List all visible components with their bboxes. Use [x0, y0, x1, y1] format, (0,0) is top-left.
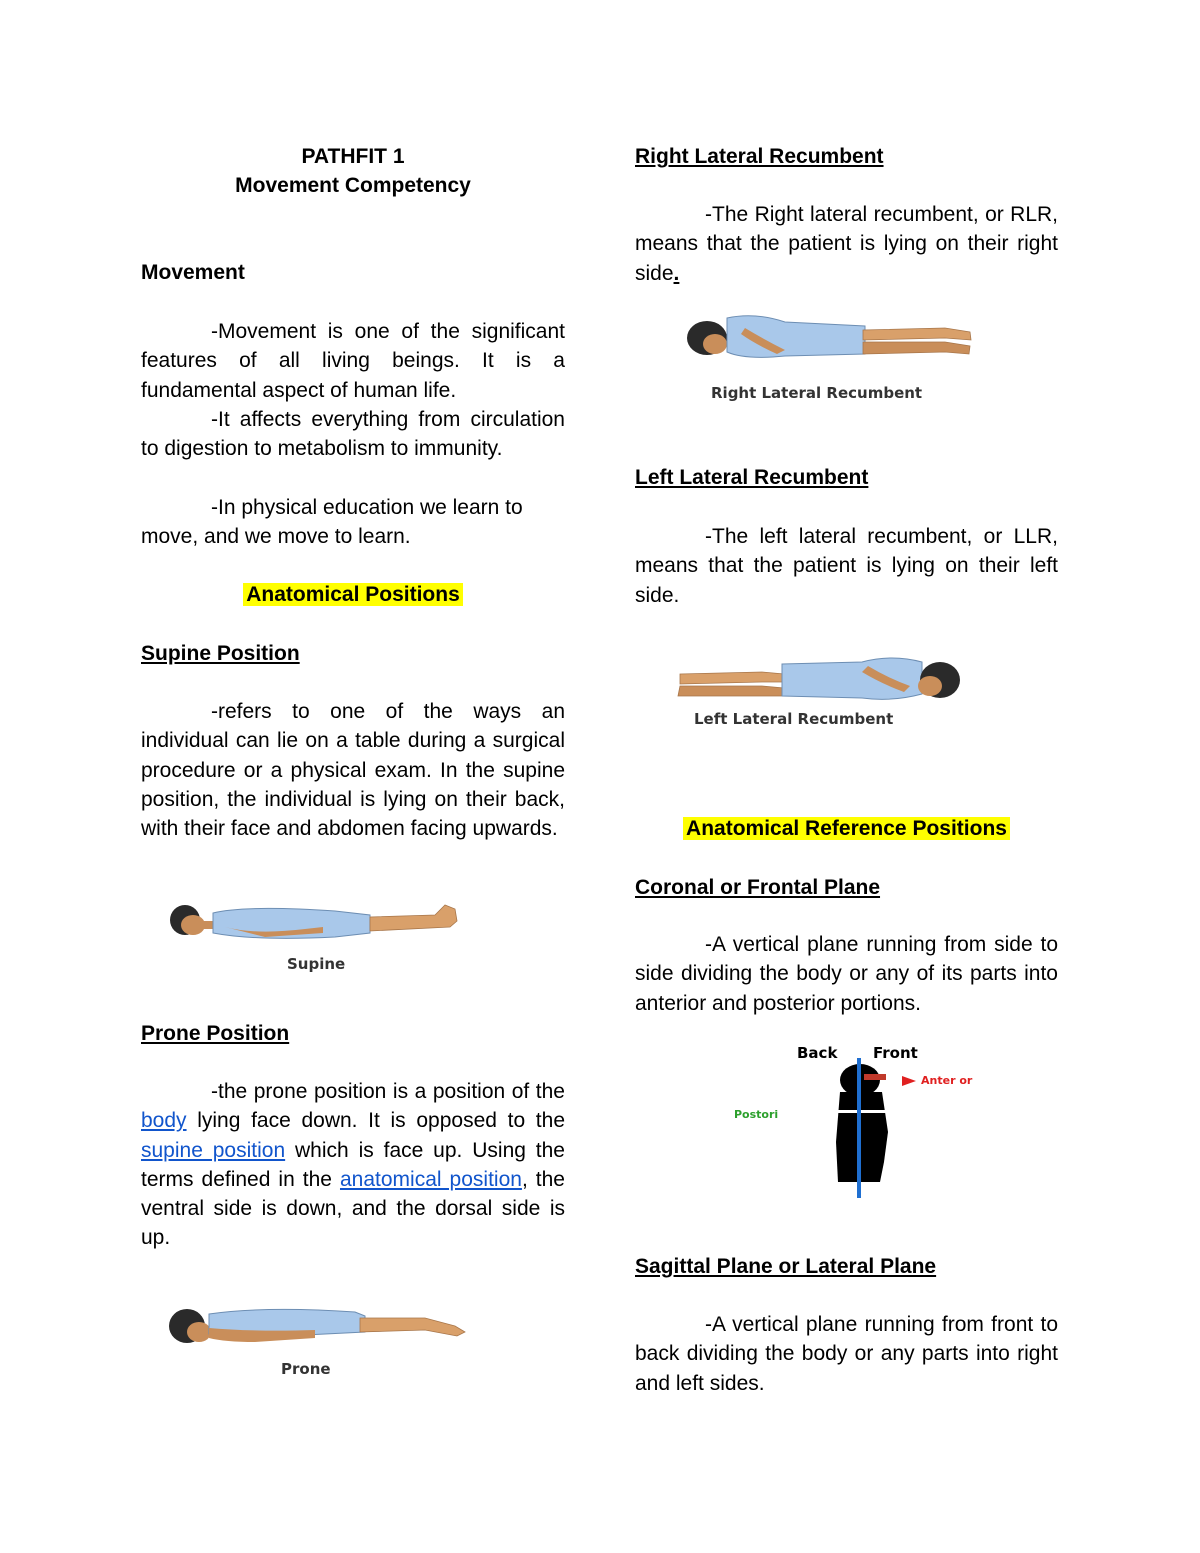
- anatomical-position-link[interactable]: anatomical position: [339, 1167, 522, 1191]
- rlr-figure: [685, 310, 985, 405]
- anterior-label: Anter or: [921, 1074, 973, 1087]
- movement-paragraph-2: -It affects everything from circulation to digestion to metabolism to immunity.: [141, 408, 565, 461]
- back-label: Back: [797, 1044, 838, 1062]
- prone-text-3: which is face up. Using the terms defined in the: [141, 1138, 565, 1191]
- movement-heading: Movement: [141, 261, 245, 284]
- rlr-heading: Right Lateral Recumbent: [635, 145, 884, 168]
- supine-body-illustration: [165, 895, 465, 950]
- coronal-figure: [730, 1042, 1000, 1197]
- supine-caption: Supine: [287, 955, 346, 973]
- movement-paragraph-1: -Movement is one of the significant features of all living beings. It is a fundamental aspect of human life.: [141, 320, 565, 402]
- llr-paragraph: -The left lateral recumbent, or LLR, means that the patient is lying on their left side.: [635, 525, 1058, 607]
- reference-positions-heading: Anatomical Reference Positions: [683, 817, 1010, 840]
- supine-figure: [165, 895, 465, 980]
- page-subtitle: Movement Competency: [235, 174, 471, 197]
- llr-figure: [672, 650, 972, 735]
- prone-figure: [165, 1302, 475, 1382]
- rlr-caption: Right Lateral Recumbent: [711, 384, 923, 402]
- rlr-paragraph: [635, 200, 1058, 288]
- movement-paragraph-3: -In physical education we learn to move, and we move to learn.: [141, 496, 523, 549]
- prone-body-illustration: [165, 1302, 475, 1352]
- llr-caption: Left Lateral Recumbent: [694, 710, 894, 728]
- supine-position-link[interactable]: supine position: [141, 1138, 286, 1162]
- supine-paragraph: -refers to one of the ways an individual can lie on a table during a surgical procedure or a physical exam. In the supine position, the individual is lying on their back, with their face and abdomen facing upwards.: [141, 700, 565, 841]
- sagittal-paragraph: -A vertical plane running from front to back dividing the body or any parts into right and left sides.: [635, 1313, 1058, 1395]
- prone-heading: Prone Position: [141, 1022, 290, 1045]
- rlr-dot: .: [673, 261, 680, 285]
- reference-positions-banner: [635, 814, 1058, 843]
- prone-text-1: -the prone position is a position of the: [211, 1080, 565, 1103]
- torso-silhouette-illustration: [830, 1062, 900, 1197]
- rlr-text: -The Right lateral recumbent, or RLR, means that the patient is lying on their right side: [635, 203, 1058, 285]
- anatomical-positions-banner: [141, 580, 565, 609]
- coronal-paragraph: -A vertical plane running from side to side dividing the body or any of its parts into anterior and posterior portions.: [635, 933, 1058, 1015]
- prone-text-2: lying face down. It is opposed to the: [186, 1109, 565, 1133]
- coronal-heading: Coronal or Frontal Plane: [635, 876, 881, 899]
- prone-paragraph: [141, 1077, 565, 1253]
- rlr-body-illustration: [685, 310, 975, 365]
- posterior-label: Postori: [734, 1108, 779, 1121]
- llr-heading: Left Lateral Recumbent: [635, 466, 869, 489]
- prone-text-4: , the ventral side is down, and the dorsal side is up.: [141, 1167, 565, 1250]
- sagittal-heading: Sagittal Plane or Lateral Plane: [635, 1255, 937, 1278]
- prone-caption: Prone: [281, 1360, 331, 1378]
- course-title: PATHFIT 1: [301, 145, 405, 168]
- llr-body-illustration: [672, 650, 962, 705]
- supine-heading: Supine Position: [141, 642, 300, 665]
- arrow-right-icon: [902, 1074, 918, 1088]
- front-label: Front: [873, 1044, 918, 1062]
- coronal-plane-line: [854, 1058, 864, 1198]
- anatomical-positions-heading: Anatomical Positions: [243, 583, 463, 606]
- body-link[interactable]: body: [141, 1109, 187, 1133]
